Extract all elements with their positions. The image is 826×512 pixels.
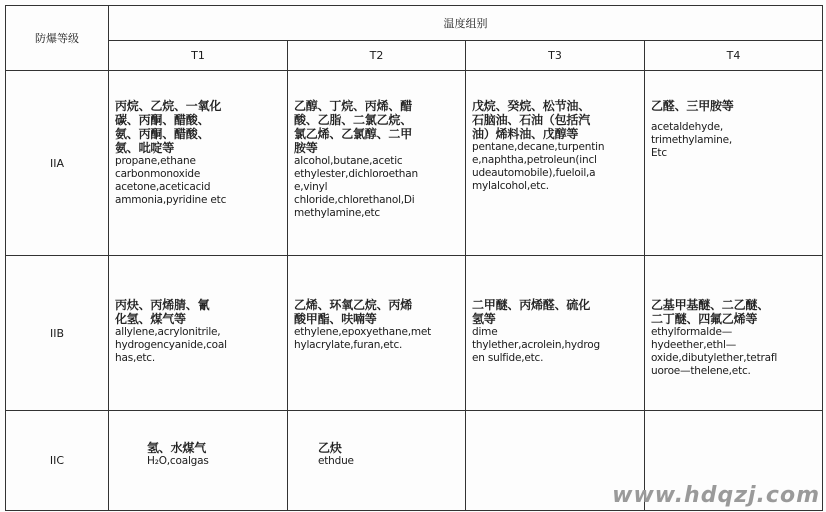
cell-zh: 乙炔 (318, 441, 342, 455)
cell-zh: 二甲醚、丙烯醛、硫化 氢等 (472, 298, 591, 326)
col-t1: T1 (109, 41, 288, 71)
table-cell (466, 71, 645, 256)
cell-en: ethylformalde— hydeether,ethl— oxide,dibutylether,tetrafl uoroe—thelene,etc. (651, 326, 778, 377)
cell-zh: 乙烯、环氧乙烷、丙烯 酸甲酯、呋喃等 (294, 298, 413, 326)
cell-en: alcohol,butane,acetic ethylester,dichloroethan e,vinyl chloride,chlorethanol,Di methylamine,etc (294, 155, 418, 219)
watermark: www.hdqzj.com (612, 483, 820, 508)
row-label: IIA (6, 71, 109, 256)
cell-zh: 丙烷、乙烷、一氧化 碳、丙酮、醋酸、 氨、丙酮、醋酸、 氨、吡啶等 (115, 99, 222, 155)
cell-en: ethdue (318, 455, 354, 467)
table-row (6, 256, 823, 411)
cell-en: allylene,acrylonitrile, hydrogencyanide,coal has,etc. (115, 326, 227, 364)
cell-zh: 乙基甲基醚、二乙醚、 二丁醚、四氟乙烯等 (651, 298, 770, 326)
row-label: IIC (6, 411, 109, 511)
cell-en: ethylene,epoxyethane,met hylacrylate,furan,etc. (294, 326, 432, 351)
cell-en: dime thylether,acrolein,hydrog en sulfide,etc. (472, 326, 600, 364)
table-cell (645, 71, 823, 256)
row-label: IIB (6, 256, 109, 411)
table-cell (645, 256, 823, 411)
table-cell (288, 411, 466, 511)
group-header: 防爆等级 (6, 6, 109, 71)
table-cell (288, 256, 466, 411)
table-cell (109, 71, 288, 256)
table-cell (109, 256, 288, 411)
cell-en: H₂O,coalgas (147, 455, 209, 467)
cell-en: pentane,decane,turpentin e,naphtha,petroleun(incl udeautomobile),fueloil,a mylalcohol,etc. (472, 141, 605, 192)
cell-zh: 乙醛、三甲胺等 (651, 99, 734, 113)
cell-en: propane,ethane carbonmonoxide acetone,aceticacid ammonia,pyridine etc (115, 155, 227, 206)
cell-zh: 戊烷、癸烷、松节油、 石脑油、石油（包括汽 油）烯料油、戊醇等 (472, 99, 591, 141)
cell-en: acetaldehyde, trimethylamine, Etc (651, 121, 732, 159)
table-cell (466, 256, 645, 411)
explosion-group-table (5, 5, 823, 511)
col-t2: T2 (288, 41, 466, 71)
cell-zh: 氢、水煤气 (147, 441, 207, 455)
temperature-header: 温度组别 (109, 6, 823, 41)
table-cell (288, 71, 466, 256)
table-cell (109, 411, 288, 511)
cell-zh: 乙醇、丁烷、丙烯、醋 酸、乙脂、二氯乙烷、 氯乙烯、乙氯醇、二甲 胺等 (294, 99, 413, 155)
cell-zh: 丙炔、丙烯腈、氰 化氢、煤气等 (115, 298, 210, 326)
col-t3: T3 (466, 41, 645, 71)
col-t4: T4 (645, 41, 823, 71)
table-row (6, 71, 823, 256)
